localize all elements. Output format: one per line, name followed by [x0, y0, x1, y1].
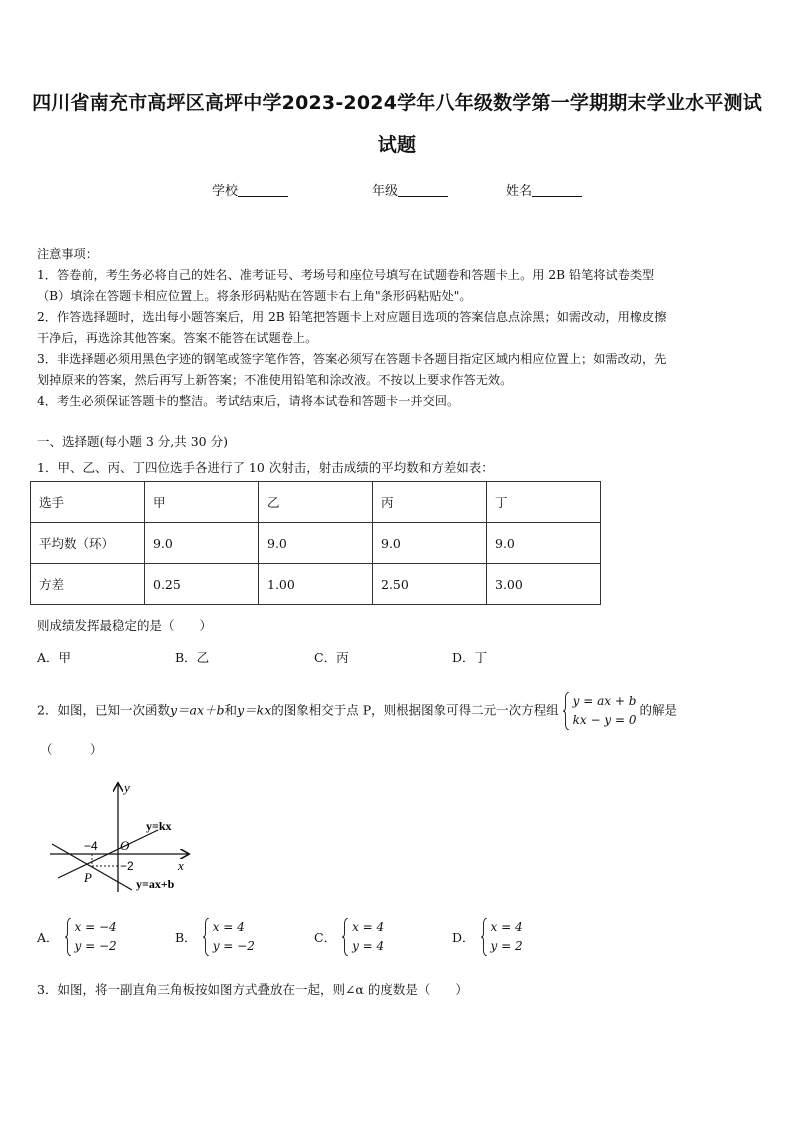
table-cell: 0.25	[145, 564, 259, 605]
option-a[interactable]: A．甲	[37, 650, 72, 665]
table-cell: 乙	[259, 482, 373, 523]
note-line: 3．非选择题必须用黑色字迹的钢笔或签字笔作答，答案必须写在答题卡各题目指定区域内相应位置上；如需改动，先	[37, 352, 667, 366]
y-axis-label: y	[124, 780, 130, 795]
table-cell: 9.0	[145, 523, 259, 564]
notes-heading: 注意事项：	[37, 247, 98, 261]
option-a[interactable]: A． x = −4 y = −2	[37, 918, 120, 956]
school-field[interactable]: 学校	[212, 180, 288, 199]
exam-title-line2: 试题	[377, 134, 417, 156]
table-cell: 1.00	[259, 564, 373, 605]
table-cell: 9.0	[259, 523, 373, 564]
score-table	[30, 481, 601, 605]
formula-axb: y＝ax＋b	[169, 702, 225, 718]
exam-title: 四川省南充市高坪区高坪中学2023-2024学年八年级数学第一学期期末学业水平测试	[32, 92, 762, 114]
table-cell: 甲	[145, 482, 259, 523]
brace-icon	[203, 918, 210, 956]
table-cell: 丙	[373, 482, 487, 523]
note-line: 2．作答选择题时，选出每小题答案后，用 2B 铅笔把答题卡上对应题目选项的答案信息点涂黑；如需改动，用橡皮擦	[37, 310, 667, 324]
note-line: 划掉原来的答案，然后再写上新答案；不准使用铅笔和涂改液。不按以上要求作答无效。	[37, 373, 513, 387]
table-cell: 2.50	[373, 564, 487, 605]
option-c[interactable]: C． x = 4 y = 4	[314, 918, 387, 956]
note-line: 干净后，再选涂其他答案。答案不能答在试题卷上。	[37, 331, 318, 345]
tick-neg4: −4	[84, 839, 98, 853]
option-b[interactable]: B．乙	[175, 650, 210, 665]
question-2-graph	[48, 778, 198, 896]
option-c[interactable]: C．丙	[314, 650, 349, 665]
table-cell: 选手	[31, 482, 145, 523]
exam-notes	[37, 244, 759, 412]
table-cell: 平均数（环）	[31, 523, 145, 564]
label-kx: y=kx	[146, 819, 172, 833]
x-axis-label: x	[178, 858, 184, 873]
option-d[interactable]: D．丁	[452, 650, 488, 665]
section-heading: 一、选择题(每小题 3 分,共 30 分)	[37, 434, 228, 449]
option-d[interactable]: D． x = 4 y = 2	[452, 918, 526, 956]
label-axb: y=ax+b	[136, 877, 175, 891]
question-1-prompt: 则成绩发挥最稳定的是（ ）	[37, 618, 213, 633]
question-3-stem: 3．如图，将一副直角三角板按如图方式叠放在一起，则∠α 的度数是（ ）	[37, 982, 468, 997]
table-row	[31, 564, 601, 605]
table-cell: 方差	[31, 564, 145, 605]
tick-neg2: −2	[120, 859, 134, 873]
brace-icon	[342, 918, 349, 956]
brace-icon	[65, 918, 72, 956]
note-line: 1．答卷前，考生务必将自己的姓名、准考证号、考场号和座位号填写在试题卷和答题卡上。用 2B 铅笔将试卷类型	[37, 268, 655, 282]
note-line: 4．考生必须保证答题卡的整洁。考试结束后，请将本试卷和答题卡一并交回。	[37, 394, 460, 408]
answer-paren: （ ）	[40, 742, 103, 757]
note-line: （B）填涂在答题卡相应位置上。将条形码粘贴在答题卡右上角"条形码粘贴处"。	[37, 289, 472, 303]
brace-icon	[563, 692, 570, 730]
equation-system: y = ax + b kx − y = 0	[565, 692, 637, 730]
table-cell: 9.0	[373, 523, 487, 564]
name-field[interactable]: 姓名	[506, 180, 582, 199]
table-cell: 3.00	[487, 564, 601, 605]
question-1-options	[37, 648, 757, 668]
table-cell: 9.0	[487, 523, 601, 564]
question-2-stem: 2．如图，已知一次函数y＝ax＋b和y＝kx的图象相交于点 P，则根据图象可得二元一次方程组 y = ax + b kx − y = 0 的解是	[37, 692, 677, 730]
origin-label: O	[120, 838, 130, 853]
brace-icon	[481, 918, 488, 956]
point-p-label: P	[84, 870, 92, 885]
formula-kx: y＝kx	[237, 702, 272, 718]
table-row	[31, 523, 601, 564]
table-cell: 丁	[487, 482, 601, 523]
question-1-stem: 1．甲、乙、丙、丁四位选手各进行了 10 次射击，射击成绩的平均数和方差如表：	[37, 460, 494, 475]
grade-field[interactable]: 年级	[372, 180, 448, 199]
option-b[interactable]: B． x = 4 y = −2	[175, 918, 258, 956]
table-row	[31, 482, 601, 523]
